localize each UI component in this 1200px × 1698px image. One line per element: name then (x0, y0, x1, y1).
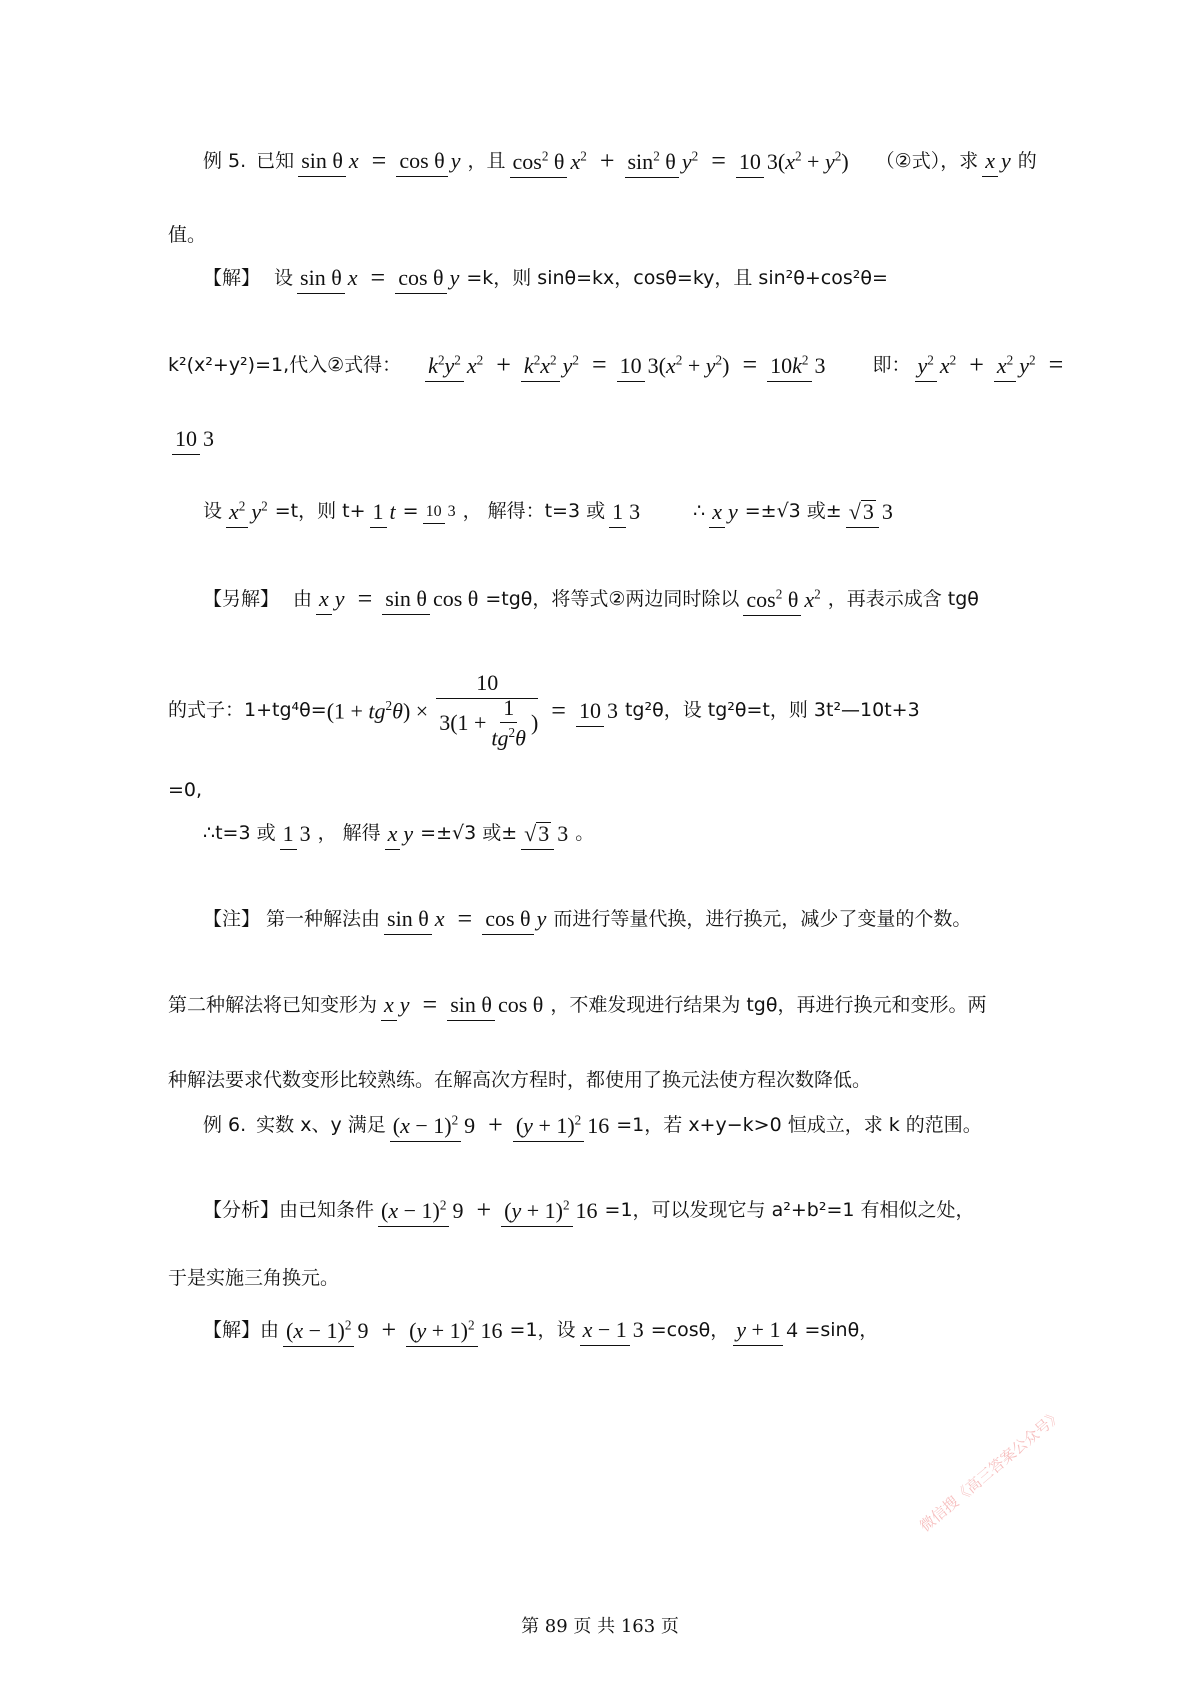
solution-line2: k²(x²+y²)=1,代入②式得： $k^2y^2$ $x^2$ + $k^2x^2$ $y^2$ = 10 $3(x^2 + y^2)$ = $10k^2$ 3 即： $y^2$ $x^2$ + $x^2$ $y^2$ = (168, 352, 1069, 378)
analysis-tag: 【分析】 (203, 1198, 280, 1221)
fraction-1-over-3: 1 3 (280, 823, 314, 845)
fraction-sqrt3-over-3: √3 3 (521, 822, 571, 845)
fraction-sin-over-x: sin θ x (384, 908, 447, 930)
example6-a: 实数 x、y 满足 (256, 1113, 386, 1136)
solution6-b: =1，设 (509, 1318, 576, 1341)
analysis-line2: 于是实施三角换元。 (168, 1267, 340, 1289)
solution-t1: =t，则 t+ (274, 500, 366, 523)
solution-line1: 【解】 设 sin θ x = cos θ y =k，则 sinθ=kx，cosθ=ky，且 sin²θ+cos²θ= (203, 263, 888, 292)
page-footer: 第 89 页 共 163 页 (521, 1616, 679, 1637)
fraction-sin-over-x: sin θ x (298, 150, 361, 172)
alt-by: 由 (293, 587, 313, 610)
fraction-k2x2-over-y2: $k^2x^2$ $y^2$ (521, 353, 582, 376)
fraction-xm1sq-over-9: $(x - 1)^2$ 9 (283, 1318, 371, 1341)
fraction-sqrt3-over-3: √3 3 (846, 500, 896, 523)
fraction-k2y2-over-x2: $k^2y^2$ $x^2$ (425, 353, 486, 376)
fraction-cos-over-y: cos θ y (482, 908, 549, 930)
note-line2: 第二种解法将已知变形为 x y = sin θ cos θ ，不难发现进行结果为 tgθ，再进行换元和变形。两 (168, 990, 987, 1019)
analysis-b: =1，可以发现它与 a²+b²=1 有相似之处， (604, 1198, 975, 1221)
fraction-x-over-y: x y (381, 994, 413, 1016)
fraction-yp1sq-over-16: $(y + 1)^2$ 16 (501, 1198, 600, 1221)
alt-line4b: ， 解得 (317, 822, 381, 844)
solution-line4 (203, 500, 900, 523)
solution-line3 (168, 428, 221, 450)
fraction-1-over-3: 1 3 (609, 501, 643, 523)
solution-set2: 设 (203, 500, 223, 523)
fraction-x2-over-y2: $x^2$ $y^2$ (994, 353, 1039, 376)
example5-ref: （②式），求 (875, 149, 979, 172)
alt-line3: =0, (168, 779, 203, 801)
example5-line1: 例 5. 已知 sin θ x = cos θ y ，且 $\cos^2 \theta$ $x^2$ + $\sin^2 \theta$ $y^2$ = 10 $3(x^2 + y^2)$ （②式），求 x y 的 (203, 148, 1037, 174)
fraction-cos2-over-x2: $\cos^2 \theta$ $x^2$ (743, 587, 823, 610)
solution6-line1: 【解】 由 $(x - 1)^2$ 9 + $(y + 1)^2$ 16 =1，设 x − 1 3 =cosθ， y + 1 4 =sinθ， (203, 1317, 878, 1343)
fraction-x-over-y: x y (316, 588, 348, 610)
example5-and: ，且 (467, 149, 506, 172)
fraction-x-over-y: x y (709, 501, 741, 523)
alt-line4c: =±√3 或± (420, 822, 518, 844)
fraction-10-over-3-1-plus: 10 3(1 + $\frac{1}{tg^2\theta}$ ) (436, 672, 541, 749)
note-c: 第二种解法将已知变形为 (168, 993, 378, 1016)
fraction-10k2-over-3: $10k^2$ 3 (767, 353, 828, 376)
watermark: 微信搜《高三答案公众号》 (916, 1405, 1066, 1536)
fraction-10-over-3sum: 10 $3(x^2 + y^2)$ (736, 149, 852, 172)
solution6-c: =cosθ， (650, 1318, 730, 1341)
alt-line1: 【另解】 由 x y = sin θ cos θ =tgθ，将等式②两边同时除以 $\cos^2 \theta$ $x^2$ ，再表示成含 tgθ (203, 586, 979, 612)
alt-line4 (203, 822, 594, 845)
note-tag: 【注】 (203, 907, 261, 930)
fraction-cos2-over-x2: $\cos^2 \theta$ $x^2$ (510, 149, 590, 172)
fraction-y2-over-x2: $y^2$ $x^2$ (915, 353, 960, 376)
solution-t2: = (402, 500, 419, 523)
solution6-d: =sinθ， (804, 1318, 879, 1341)
alt-tg: =tgθ，将等式②两边同时除以 (485, 587, 740, 610)
alt-line4a: ∴t=3 或 (203, 822, 276, 844)
fraction-xm1sq-over-9: $(x - 1)^2$ 9 (390, 1113, 478, 1136)
alt-line2a: 的式子：1+tg⁴θ= (168, 699, 327, 722)
fraction-xm1sq-over-9: $(x - 1)^2$ 9 (378, 1198, 466, 1221)
fraction-10-over-3-small: 10 3 (423, 504, 459, 520)
fraction-cos-over-y: cos θ y (396, 150, 463, 172)
alt-line2: 的式子：1+tg⁴θ= $(1 + tg^2\theta)$ × 10 3(1 + $\frac{1}{tg^2\theta}$ ) = 10 3 tg²θ，设 tg²θ=t，则 3t²—10t+3 (168, 670, 920, 751)
fraction-sin-over-x: sin θ x (297, 267, 360, 289)
solution6-tag: 【解】 (203, 1318, 261, 1341)
alt-rest: ，再表示成含 tgθ (827, 587, 979, 610)
solution6-a: 由 (260, 1318, 280, 1341)
fraction-x-over-y: x y (982, 150, 1014, 172)
alt-line2b: tg²θ，设 tg²θ=t，则 3t²—10t+3 (624, 699, 920, 722)
example5-label: 例 5. (203, 149, 247, 172)
fraction-sin-over-cos: sin θ cos θ (447, 994, 546, 1016)
fraction-1-over-t: 1 t (370, 501, 399, 523)
note-b: 而进行等量代换，进行换元，减少了变量的个数。 (553, 907, 972, 930)
fraction-yp1sq-over-16: $(y + 1)^2$ 16 (513, 1113, 612, 1136)
example6-line1: 例 6. 实数 x、y 满足 $(x - 1)^2$ 9 + $(y + 1)^2$ 16 =1，若 x+y−k>0 恒成立，求 k 的范围。 (203, 1112, 982, 1138)
fraction-xm1-over-3: x − 1 3 (580, 1319, 647, 1341)
alt-line4d: 。 (575, 822, 595, 844)
fraction-x-over-y: x y (385, 823, 417, 845)
example6-label: 例 6. (203, 1113, 247, 1136)
analysis-line1: 【分析】 由已知条件 $(x - 1)^2$ 9 + $(y + 1)^2$ 16 =1，可以发现它与 a²+b²=1 有相似之处， (203, 1197, 975, 1223)
fraction-x2-over-y2: $x^2$ $y^2$ (226, 500, 271, 523)
fraction-sin-over-cos: sin θ cos θ (382, 588, 481, 610)
solution-line2b: 即： (872, 353, 911, 376)
note-line1: 【注】 第一种解法由 sin θ x = cos θ y 而进行等量代换，进行换元，减少了变量的个数。 (203, 904, 972, 933)
fraction-sin2-over-y2: $\sin^2 \theta$ $y^2$ (625, 149, 702, 172)
solution-t5: =±√3 或± (744, 500, 842, 523)
fraction-yp1-over-4: y + 1 4 (733, 1319, 800, 1341)
solution-tag: 【解】 (203, 266, 261, 289)
solution-set: 设 (274, 266, 294, 289)
analysis-a: 由已知条件 (279, 1198, 375, 1221)
fraction-10-over-3: 10 3 (172, 428, 217, 450)
example5-line2: 值。 (168, 224, 207, 246)
fraction-cos-over-y: cos θ y (395, 267, 462, 289)
example5-tail: 的 (1017, 149, 1037, 172)
fraction-10-over-3sum: 10 $3(x^2 + y^2)$ (617, 353, 733, 376)
solution-t3: ， 解得：t=3 或 (462, 500, 606, 523)
fraction-yp1sq-over-16: $(y + 1)^2$ 16 (406, 1318, 505, 1341)
solution-line2a: k²(x²+y²)=1,代入②式得： (168, 353, 402, 376)
solution-t4: ∴ (693, 500, 706, 523)
example6-b: =1，若 x+y−k>0 恒成立，求 k 的范围。 (616, 1113, 982, 1136)
alt-tag: 【另解】 (203, 587, 280, 610)
solution-k: =k，则 sinθ=kx，cosθ=ky，且 sin²θ+cos²θ= (466, 266, 888, 289)
note-a: 第一种解法由 (266, 907, 381, 930)
fraction-10-over-3: 10 3 (576, 700, 621, 722)
note-line3: 种解法要求代数变形比较熟练。在解高次方程时，都使用了换元法使方程次数降低。 (168, 1069, 872, 1091)
note-d: ，不难发现进行结果为 tgθ，再进行换元和变形。两 (550, 993, 987, 1016)
example5-known: 已知 (256, 149, 295, 172)
